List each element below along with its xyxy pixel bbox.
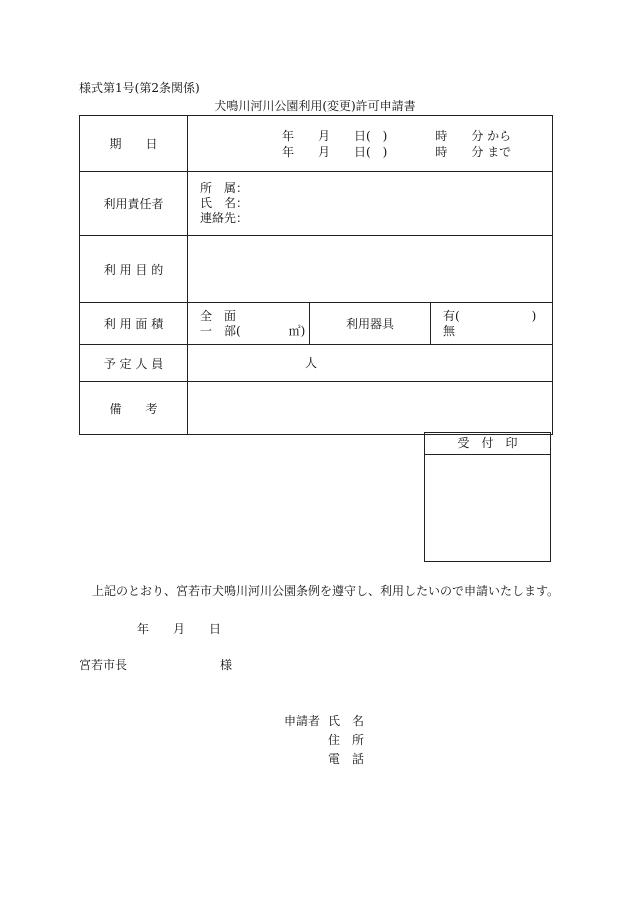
remarks-label: 備 考 — [80, 382, 188, 435]
row-remarks — [80, 382, 553, 435]
applicant-phone-field: 電 話 — [328, 752, 365, 766]
equipment-label: 利用器具 — [310, 303, 431, 345]
receipt-stamp-label: 受 付 印 — [425, 433, 550, 455]
contact-field-label: 連絡先： — [200, 211, 249, 225]
row-purpose — [80, 236, 553, 303]
application-table — [79, 115, 553, 435]
purpose-value-cell[interactable] — [188, 236, 553, 303]
addressee: 宮若市長 — [79, 658, 128, 672]
declaration-statement: 上記のとおり、宮若市犬鳴川河川公園条例を遵守し、利用したいので申請いたします。 — [92, 584, 560, 598]
responsible-value-cell[interactable] — [188, 172, 553, 236]
receipt-stamp-box — [424, 432, 551, 562]
row-area — [80, 303, 553, 345]
people-value-cell[interactable] — [188, 345, 553, 382]
form-number: 様式第1号(第2条関係) — [79, 81, 200, 95]
document-title: 犬鳴川河川公園利用(変更)許可申請書 — [214, 99, 416, 113]
equipment-no-option: 無 — [443, 324, 456, 338]
applicant-address-field: 住 所 — [328, 733, 365, 747]
area-label: 利 用 面 積 — [80, 303, 188, 345]
row-date — [80, 116, 553, 172]
date-value-cell[interactable] — [188, 116, 553, 172]
area-partial-option: 一 部( ㎡) — [200, 324, 306, 338]
application-date-line: 年 月 日 — [137, 622, 222, 636]
applicant-label: 申請者 — [284, 714, 321, 728]
area-full-option: 全 面 — [200, 309, 237, 323]
equipment-yes-option: 有( ) — [443, 309, 537, 323]
date-start-line: 年 月 日( ) 時 分 から — [282, 129, 512, 143]
applicant-name-field: 氏 名 — [328, 714, 365, 728]
row-responsible — [80, 172, 553, 236]
date-label: 期 日 — [80, 116, 188, 172]
purpose-label: 利 用 目 的 — [80, 236, 188, 303]
area-value-cell[interactable] — [188, 303, 310, 345]
people-unit: 人 — [305, 356, 318, 370]
remarks-value-cell[interactable] — [188, 382, 553, 435]
people-label: 予 定 人 員 — [80, 345, 188, 382]
equipment-value-cell[interactable] — [431, 303, 553, 345]
date-end-line: 年 月 日( ) 時 分 まで — [282, 145, 512, 159]
responsible-label: 利用責任者 — [80, 172, 188, 236]
addressee-honorific: 様 — [220, 658, 233, 672]
affiliation-field-label: 所 属： — [200, 181, 249, 195]
name-field-label: 氏 名： — [200, 196, 249, 210]
row-people — [80, 345, 553, 382]
